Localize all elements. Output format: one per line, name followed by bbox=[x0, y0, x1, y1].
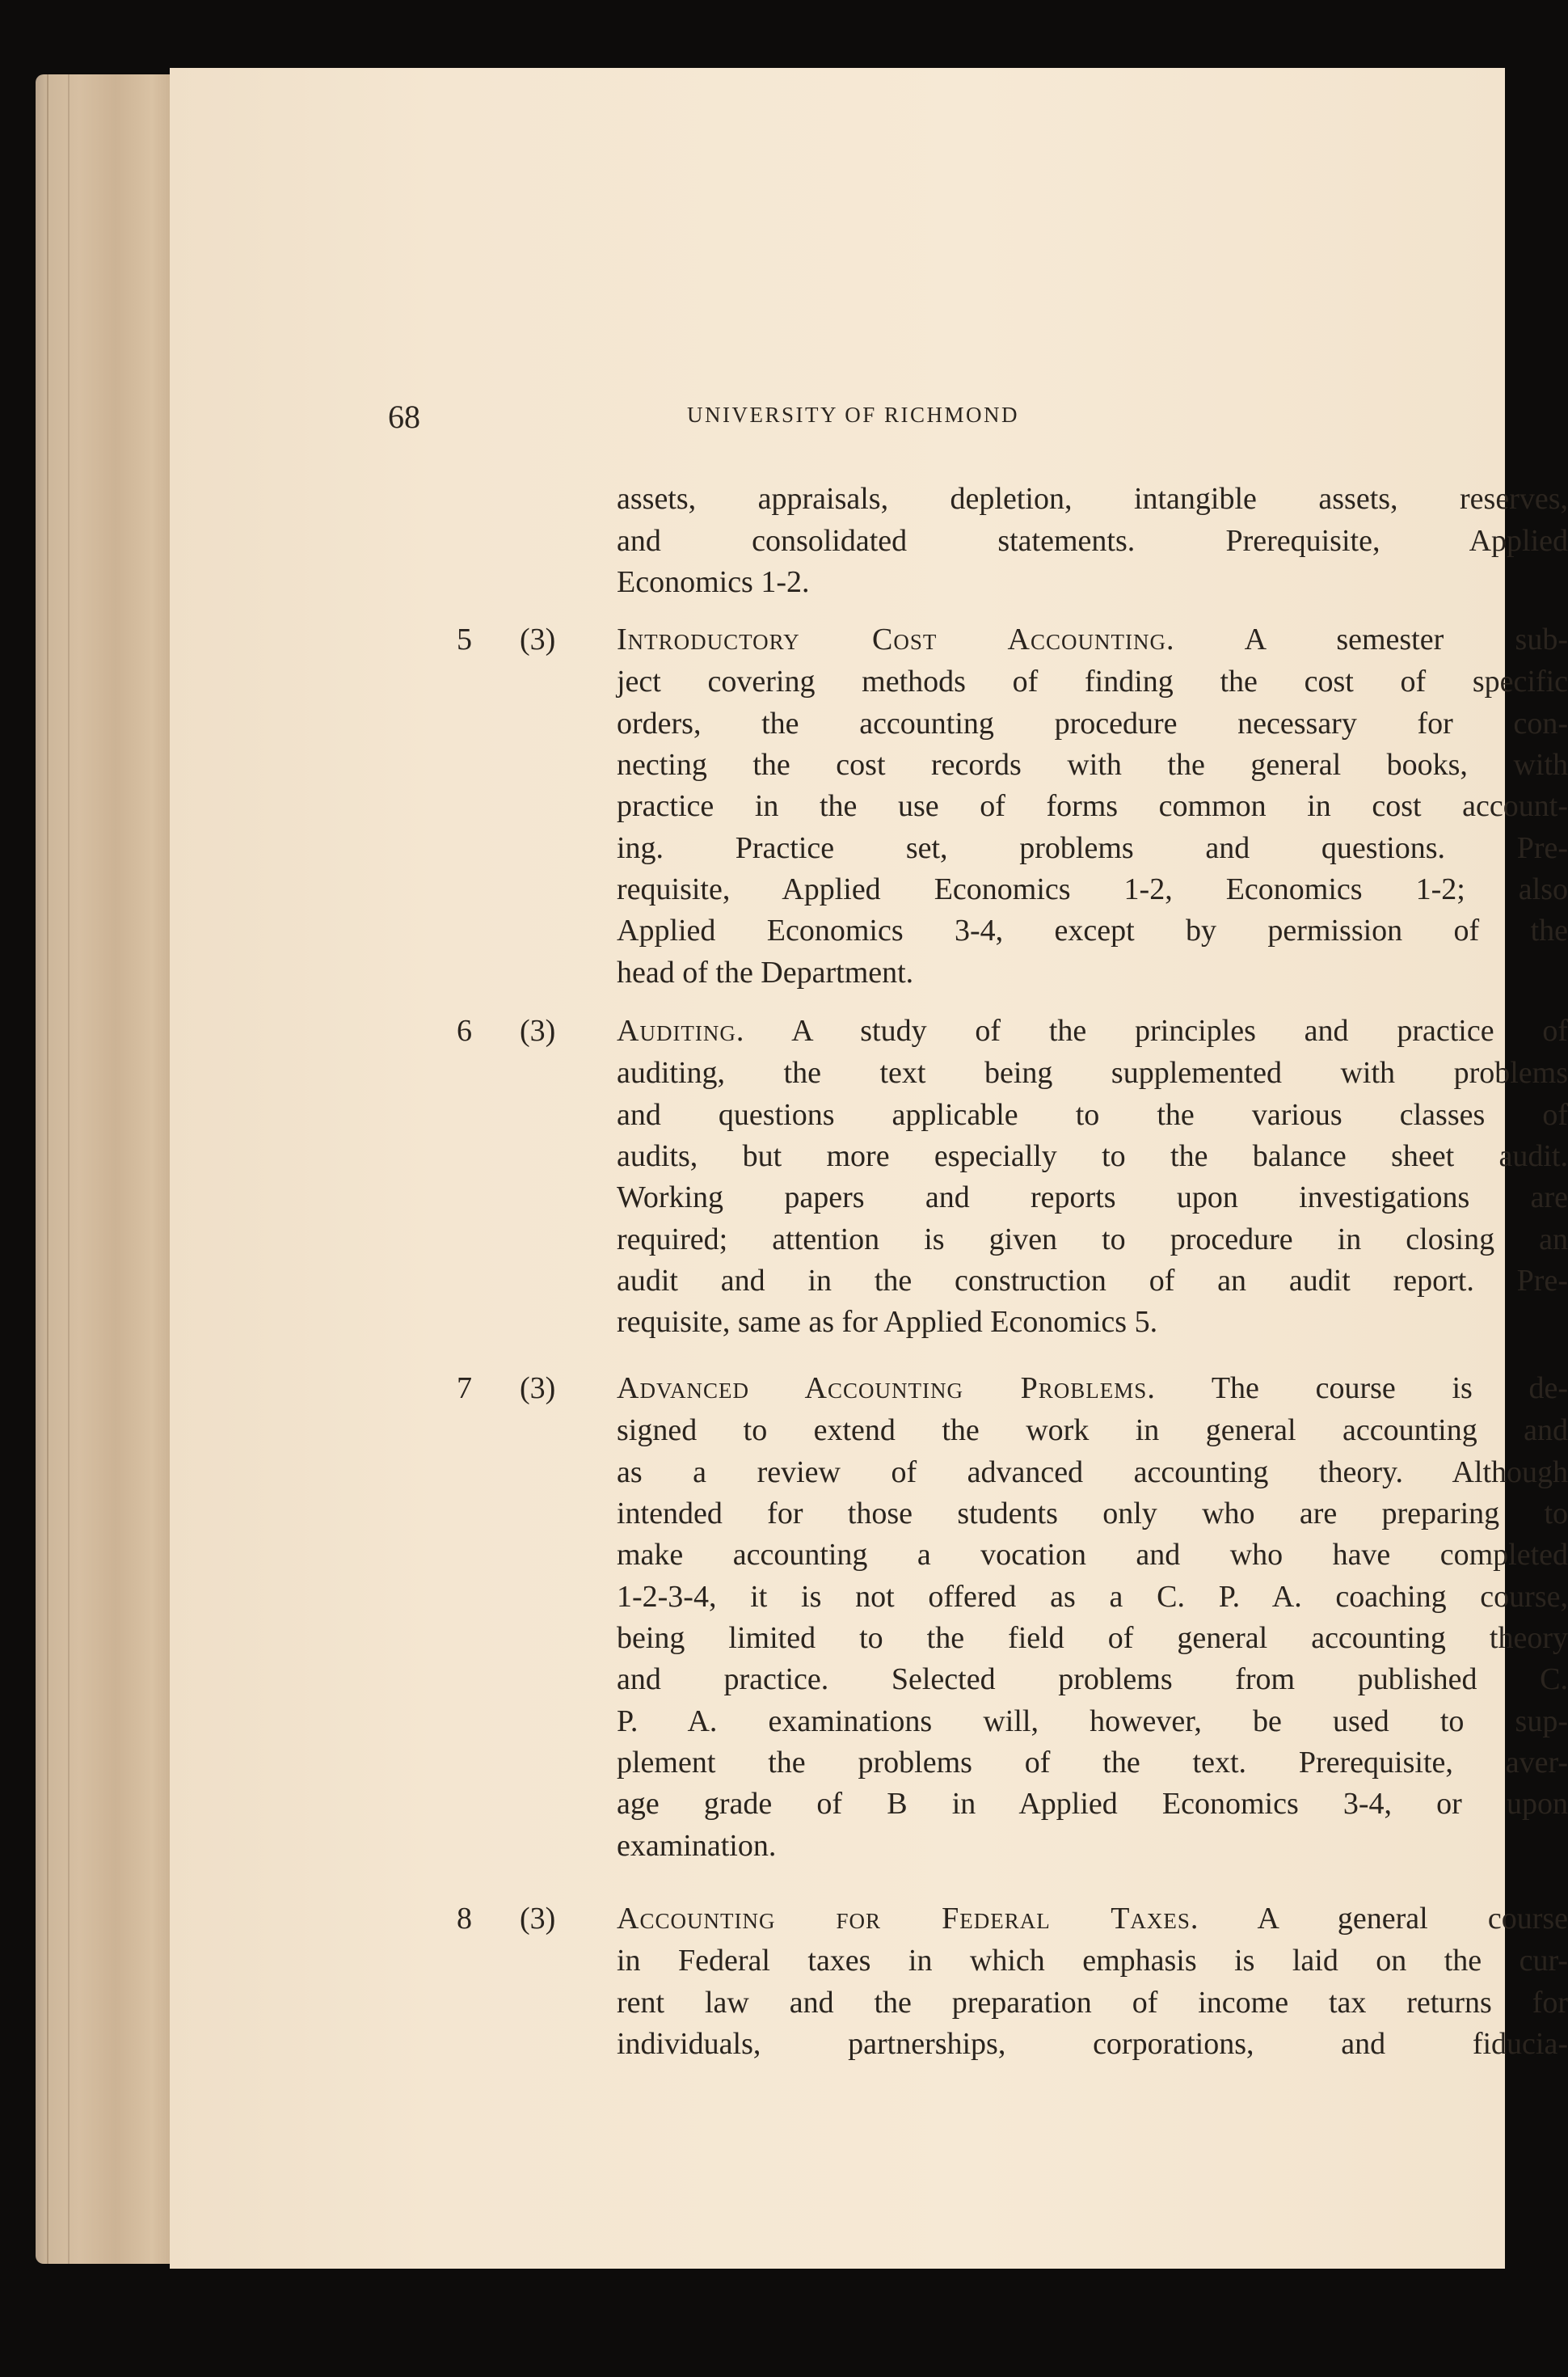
text-line: make accounting a vocation and who have completed bbox=[617, 1538, 1568, 1572]
text-line: audit and in the construction of an audit report. Pre- bbox=[617, 1264, 1568, 1298]
text-line: necting the cost records with the general books, with bbox=[617, 748, 1568, 782]
course-6-heading-line bbox=[457, 1011, 1568, 1052]
text-line: requisite, Applied Economics 1-2, Economics 1-2; also bbox=[617, 872, 1568, 906]
running-head bbox=[170, 398, 1505, 438]
text-line: orders, the accounting procedure necessary for con- bbox=[617, 707, 1568, 741]
book-page bbox=[170, 68, 1568, 2269]
text-line: being limited to the field of general accounting theory bbox=[617, 1621, 1568, 1655]
course-number: 7 bbox=[457, 1371, 472, 1405]
text-line: ject covering methods of finding the cost of specific bbox=[617, 665, 1568, 699]
text-line: ing. Practice set, problems and questions. Pre- bbox=[617, 831, 1568, 865]
course-title: Accounting for Federal Taxes. bbox=[617, 1902, 1199, 1936]
course-5-heading-line bbox=[457, 619, 1568, 661]
text-line: Applied Economics 3-4, except by permission of the bbox=[617, 914, 1568, 948]
course-hours: (3) bbox=[520, 1902, 556, 1936]
text-line: individuals, partnerships, corporations, and fiducia- bbox=[617, 2027, 1568, 2061]
text-line: Working papers and reports upon investigations are bbox=[617, 1180, 1568, 1214]
course-title: Auditing. bbox=[617, 1014, 745, 1048]
text-line: and questions applicable to the various classes of bbox=[617, 1098, 1568, 1132]
course-number: 6 bbox=[457, 1014, 472, 1048]
course-description-start: The course is de- bbox=[1211, 1371, 1568, 1405]
text-line: as a review of advanced accounting theory. Although bbox=[617, 1455, 1568, 1489]
course-number: 5 bbox=[457, 623, 472, 657]
course-hours: (3) bbox=[520, 1014, 556, 1048]
text-line: intended for those students only who are preparing to bbox=[617, 1497, 1568, 1530]
text-line: Economics 1-2. bbox=[617, 565, 810, 599]
page-edges bbox=[36, 74, 181, 2264]
text-line: head of the Department. bbox=[617, 956, 914, 990]
text-line: in Federal taxes in which emphasis is laid on the cur- bbox=[617, 1944, 1568, 1978]
text-line: rent law and the preparation of income tax returns for bbox=[617, 1986, 1568, 2020]
text-line: 1-2-3-4, it is not offered as a C. P. A. coaching course, bbox=[617, 1580, 1568, 1614]
course-hours: (3) bbox=[520, 1371, 556, 1405]
text-line: plement the problems of the text. Prerequisite, aver- bbox=[617, 1746, 1568, 1780]
course-8-heading-line bbox=[457, 1898, 1568, 1940]
course-description-start: A semester sub- bbox=[1244, 623, 1568, 657]
course-hours: (3) bbox=[520, 623, 556, 657]
text-line: requisite, same as for Applied Economics 5. bbox=[617, 1305, 1158, 1339]
course-number: 8 bbox=[457, 1902, 472, 1936]
text-line: audits, but more especially to the balance sheet audit. bbox=[617, 1139, 1568, 1173]
course-title: Introductory Cost Accounting. bbox=[617, 623, 1175, 657]
text-line: and consolidated statements. Prerequisite, Applied bbox=[617, 524, 1568, 558]
text-line: age grade of B in Applied Economics 3-4, or upon bbox=[617, 1787, 1568, 1821]
page-number: 68 bbox=[388, 399, 420, 435]
course-7-heading-line bbox=[457, 1368, 1568, 1409]
text-line: P. A. examinations will, however, be used to sup- bbox=[617, 1704, 1568, 1738]
text-line: practice in the use of forms common in cost account- bbox=[617, 789, 1568, 823]
course-description-start: A study of the principles and practice of bbox=[791, 1014, 1568, 1048]
course-title: Advanced Accounting Problems. bbox=[617, 1371, 1156, 1405]
text-line: examination. bbox=[617, 1829, 777, 1863]
text-line: and practice. Selected problems from published C. bbox=[617, 1662, 1568, 1696]
text-line: required; attention is given to procedure in closing an bbox=[617, 1222, 1568, 1256]
text-line: assets, appraisals, depletion, intangible assets, reserves, bbox=[617, 482, 1568, 516]
text-line: signed to extend the work in general accounting and bbox=[617, 1413, 1568, 1447]
course-description-start: A general course bbox=[1257, 1902, 1568, 1936]
running-head-title: UNIVERSITY OF RICHMOND bbox=[687, 403, 1020, 427]
text-line: auditing, the text being supplemented with problems bbox=[617, 1056, 1568, 1090]
